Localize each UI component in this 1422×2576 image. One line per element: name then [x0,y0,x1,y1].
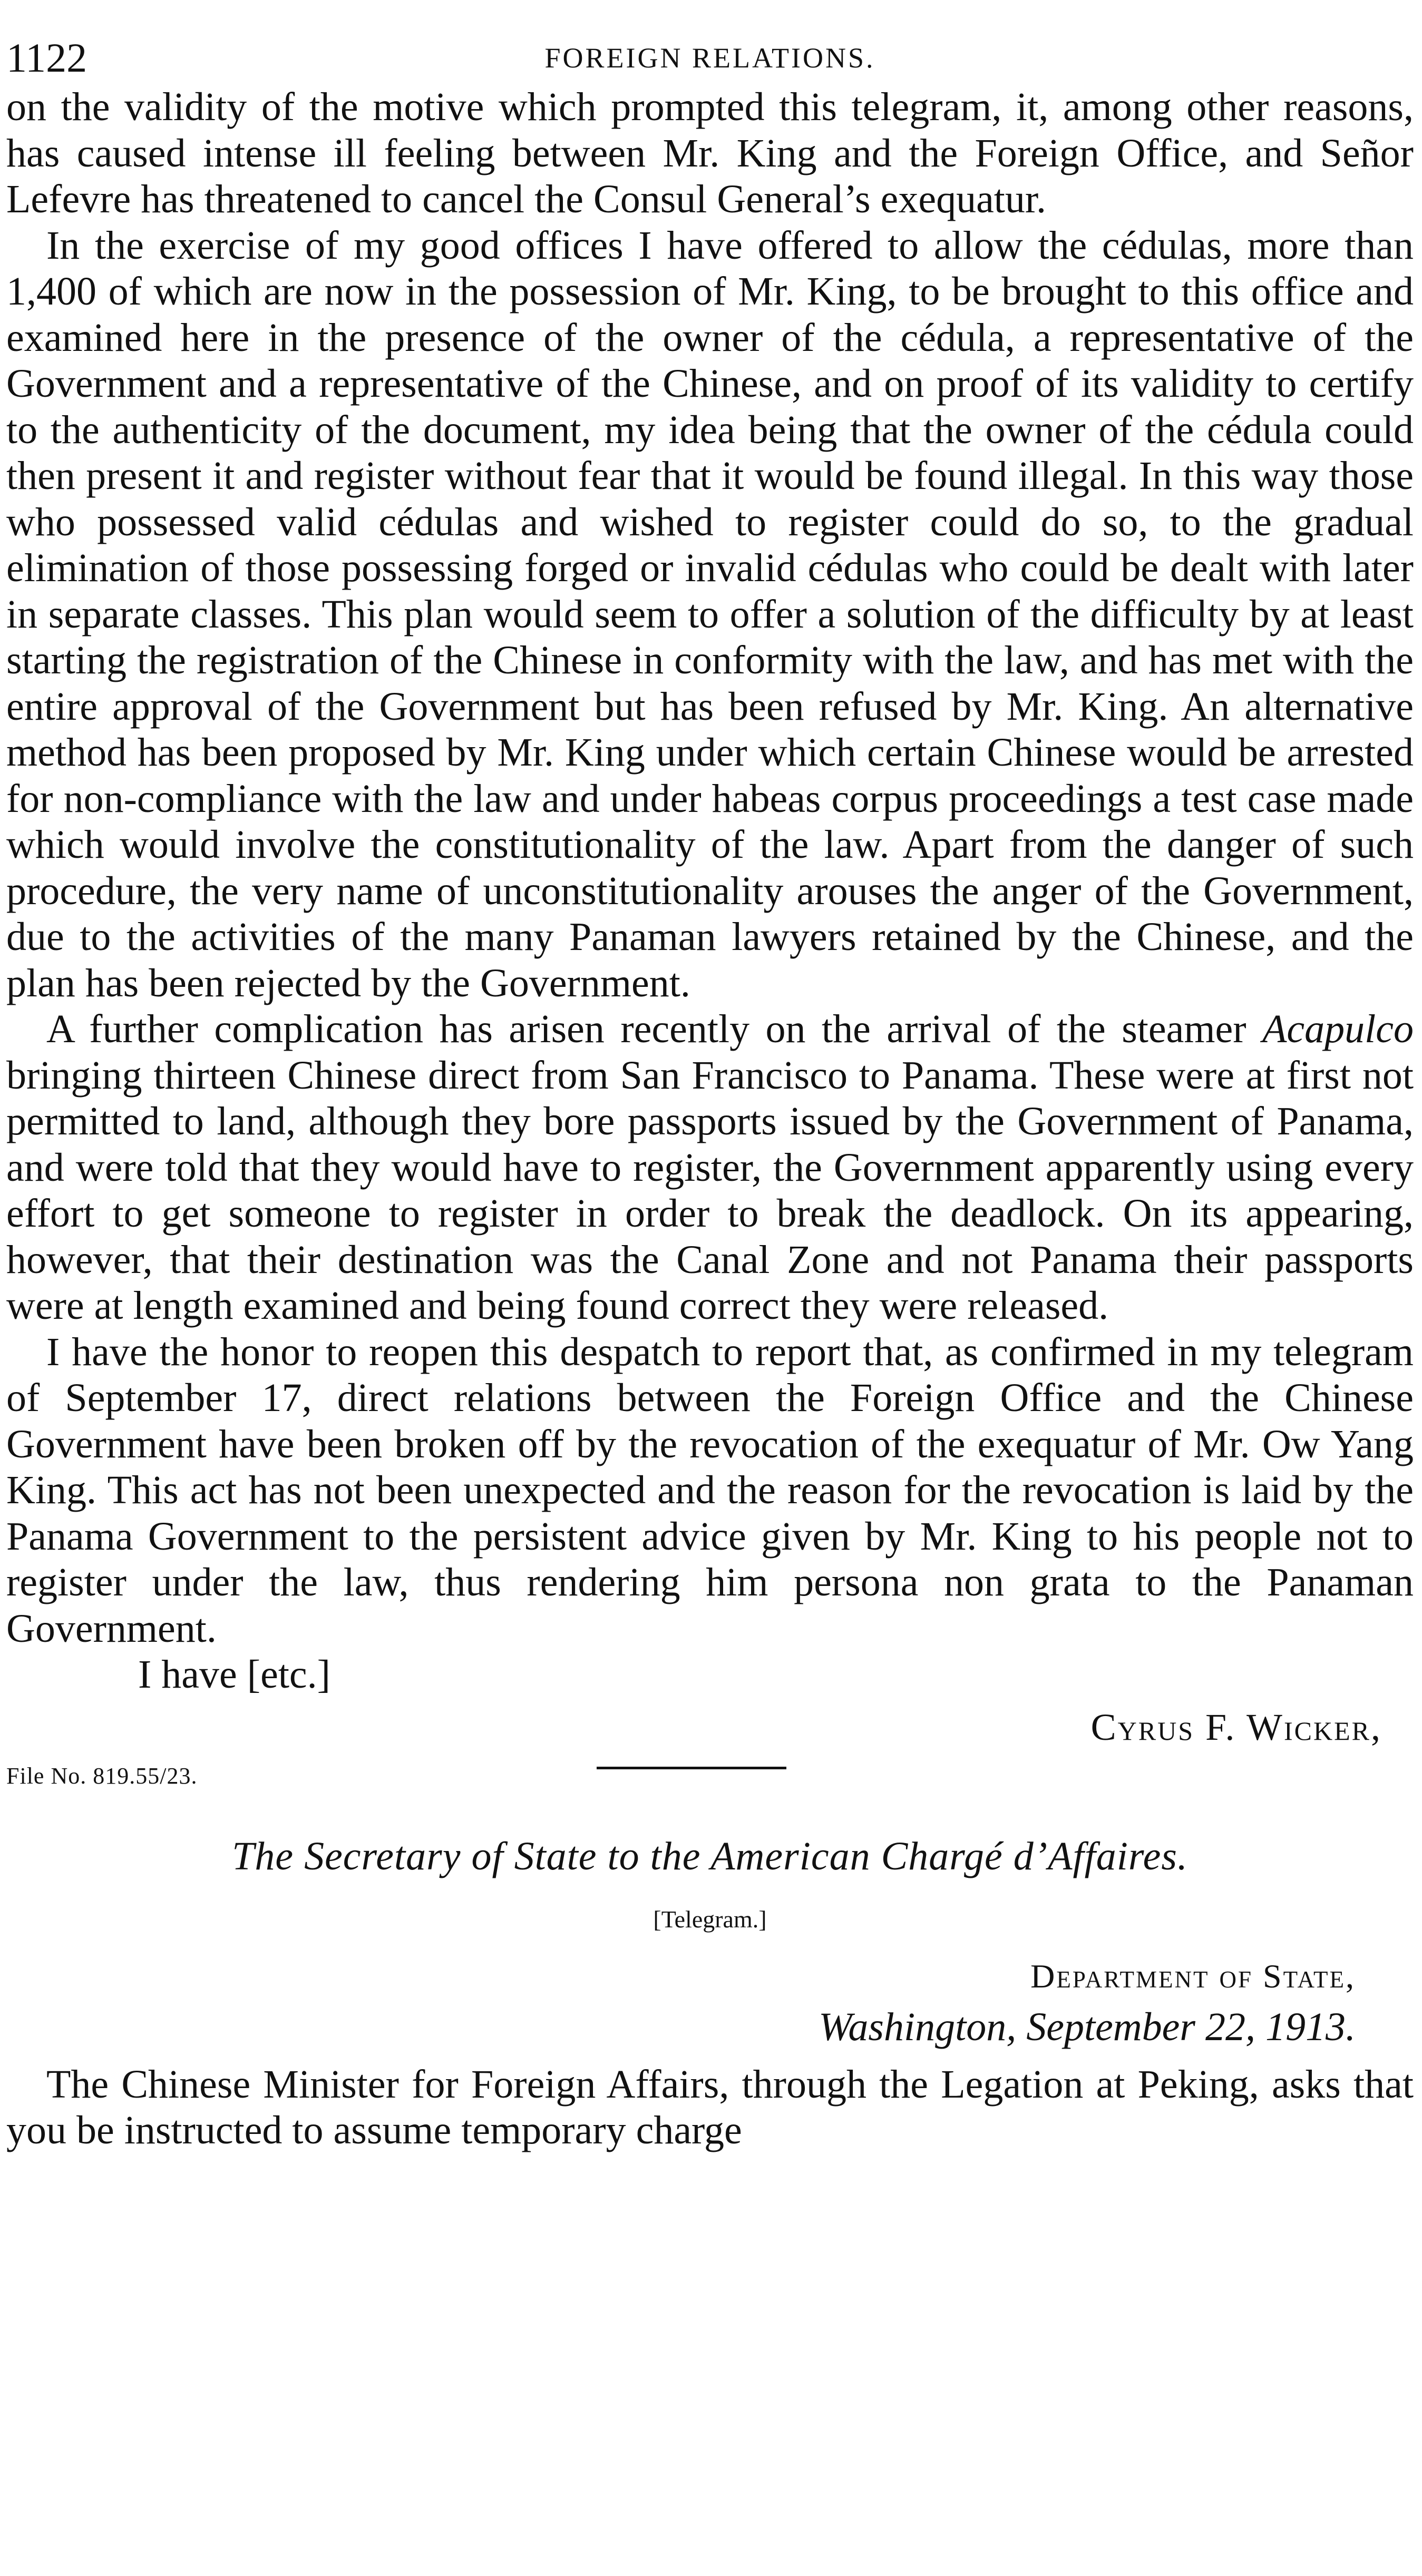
page-number: 1122 [6,35,87,81]
paragraph-continued: on the validity of the motive which prompted this telegram, it, among other reasons, has caused intense ill feeling between Mr. King and the Foreign Office, and Señor Lefevre has threatened to cancel the Consul General’s exequatur. [6,85,1414,221]
signature: Cyrus F. Wicker, [1090,1706,1382,1748]
document-page [6,32,1414,2154]
file-separator [6,1756,1414,1798]
page-header [6,32,1414,84]
dateline-place: Department of State, [1030,1957,1356,1995]
document-title: The Secretary of State to the American Chargé d’Affaires. [232,1834,1188,1878]
telegram-body [6,2062,1414,2154]
closing-formula: I have [etc.] [138,1652,330,1697]
paragraph-reopen-despatch: I have the honor to reopen this despatch to report that, as confirmed in my telegram of September 17, direct relations between the Foreign Office and the Chinese Government have been broken off by the revocation of the exequatur of Mr. Ow Yang King. This act has not been unexpected and the reason for the revocation is laid by the Panama Government to the persistent advice given by Mr. King to his people not to register under the law, thus rendering him persona non grata to the Panaman Government. [6,1329,1414,1651]
despatch-body [6,84,1414,1652]
paragraph-text: A further complication has arisen recently on the arrival of the steamer [46,1007,1262,1051]
section-divider [597,1767,786,1769]
paragraph-good-offices: In the exercise of my good offices I have offered to allow the cédulas, more than 1,400 of which are now in the possession of Mr. King, to be brought to this office and examined here in the presence of the owner of the cédula, a representative of the Government and a representative of the Chinese, and on proof of its validity to certify to the authenticity of the document, my idea being that the owner of the cédula could then present it and register without fear that it would be found illegal. In this way those who possessed valid cédulas and wished to register could do so, to the gradual elimination of those possessing forged or invalid cédulas who could be dealt with later in separate classes. This plan would seem to offer a solution of the difficulty by at least starting the registration of the Chinese in conformity with the law, and has met with the entire approval of the Government but has been refused by Mr. King. An alternative method has been proposed by Mr. King under which certain Chinese would be arrested for non-compliance with the law and under habeas corpus proceedings a test case made which would involve the constitutionality of the law. Apart from the danger of such procedure, the very name of unconstitutionality arouses the anger of the Government, due to the activities of the many Panaman lawyers retained by the Chinese, and the plan has been rejected by the Government. [6,223,1414,1005]
dateline-date: Washington, September 22, 1913. [819,2004,1356,2049]
file-number: File No. 819.55/23. [6,1762,198,1789]
paragraph-text: bringing thirteen Chinese direct from San Francisco to Panama. These were at first not permitted to land, although they bore passports issued by the Government of Panama, and were told that they would have to register, the Government apparently using every effort to get someone to register in order to break the deadlock. On its appearing, however, that their destination was the Canal Zone and not Panama their passports were at length examined and being found correct they were released. [6,1053,1414,1328]
dateline [6,1951,1414,2052]
document-type: [Telegram.] [653,1905,767,1933]
telegram-text: The Chinese Minister for Foreign Affairs, through the Legation at Peking, asks that you be instructed to assume temporary charge [6,2062,1414,2152]
ship-name: Acapulco [1262,1007,1414,1051]
paragraph-further-complication [6,1006,1414,1329]
running-head: FOREIGN RELATIONS. [544,42,875,74]
